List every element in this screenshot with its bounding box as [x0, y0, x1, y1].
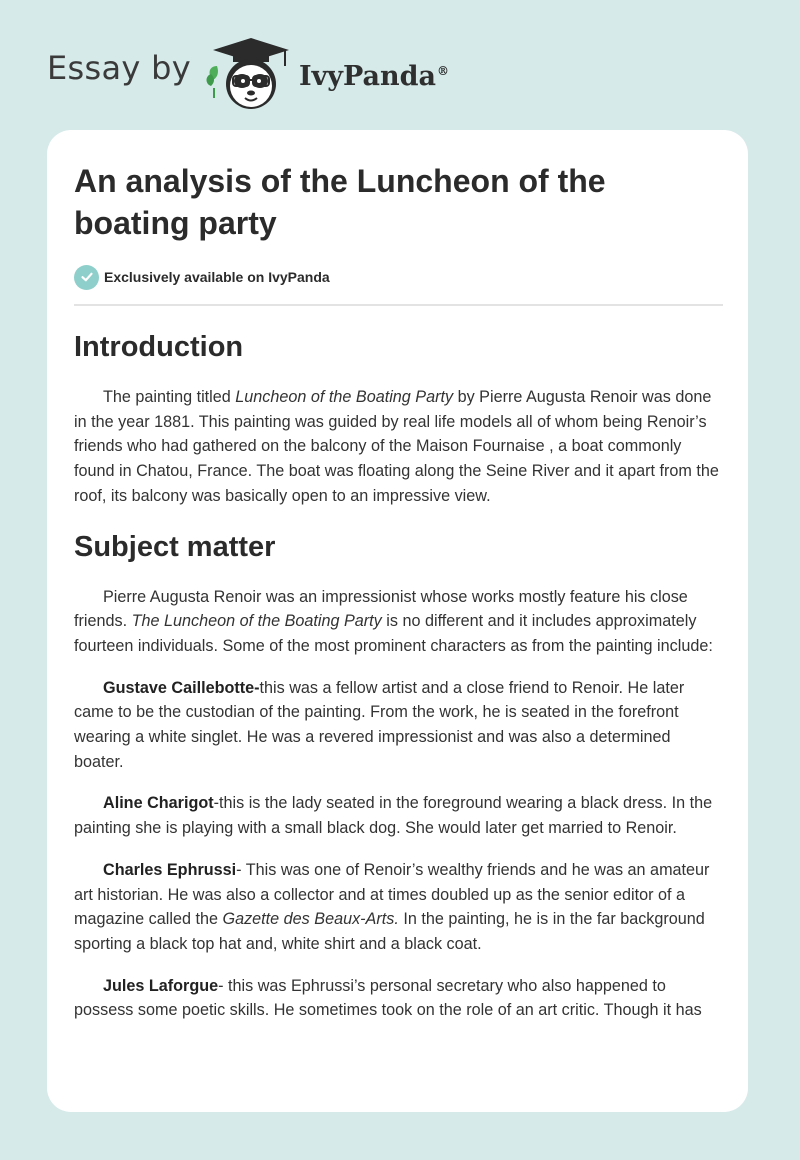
- exclusive-badge: [74, 262, 723, 292]
- article-body: [74, 160, 723, 1023]
- paragraph: The painting titled Luncheon of the Boating Party by Pierre Augusta Renoir was done in the year 1881. This painting was guided by real life models all of whom being Renoir’s friends who had gathered on the balcony of the Maison Fournaise , a boat commonly found in Chatou, France. The boat was floating along the Seine River and it apart from the roof, its balcony was basically open to an impressive view.: [74, 388, 719, 505]
- article-title: An analysis of the Luncheon of the boating party: [74, 163, 606, 241]
- registered-mark: ®: [437, 63, 450, 78]
- title-divider: [74, 304, 723, 306]
- essay-by-label: Essay by: [47, 49, 191, 87]
- section-heading-introduction: Introduction: [74, 331, 244, 363]
- paragraph-aline-charigot: Aline Charigot-this is the lady seated in the foreground wearing a black dress. In the painting she is playing with a small black dog. She would later get married to Renoir.: [74, 794, 713, 838]
- paragraph: Pierre Augusta Renoir was an impressionist whose works mostly feature his close friends. The Luncheon of the Boating Party is no different and it includes approximately fourteen individuals. Some of the most prominent characters as from the painting include:: [74, 587, 713, 655]
- ivypanda-logo-icon[interactable]: [205, 36, 297, 112]
- paragraph-gustave-caillebotte: Gustave Caillebotte-this was a fellow artist and a close friend to Renoir. He later came to be the custodian of the painting. From the work, he is seated in the forefront wearing a white singlet. He was a revered impressionist and was also a determined boater.: [74, 678, 685, 771]
- site-header: [47, 34, 449, 114]
- brand-name[interactable]: IvyPanda®: [298, 60, 450, 92]
- article-card: [47, 130, 748, 1112]
- check-icon: [74, 265, 99, 290]
- paragraph-charles-ephrussi: Charles Ephrussi- This was one of Renoir’s wealthy friends and he was an amateur art historian. He was also a collector and at times doubled up as the senior editor of a magazine called the Gazette des Beaux-Arts. In the painting, he is in the far background sporting a black top hat and, white shirt and a black coat.: [74, 860, 710, 953]
- section-heading-subject-matter: Subject matter: [74, 530, 276, 563]
- paragraph-jules-laforgue: Jules Laforgue- this was Ephrussi’s personal secretary who also happened to possess some poetic skills. He sometimes took on the role of an art critic. Though it has: [74, 976, 702, 1020]
- exclusive-label: Exclusively available on IvyPanda: [104, 269, 330, 285]
